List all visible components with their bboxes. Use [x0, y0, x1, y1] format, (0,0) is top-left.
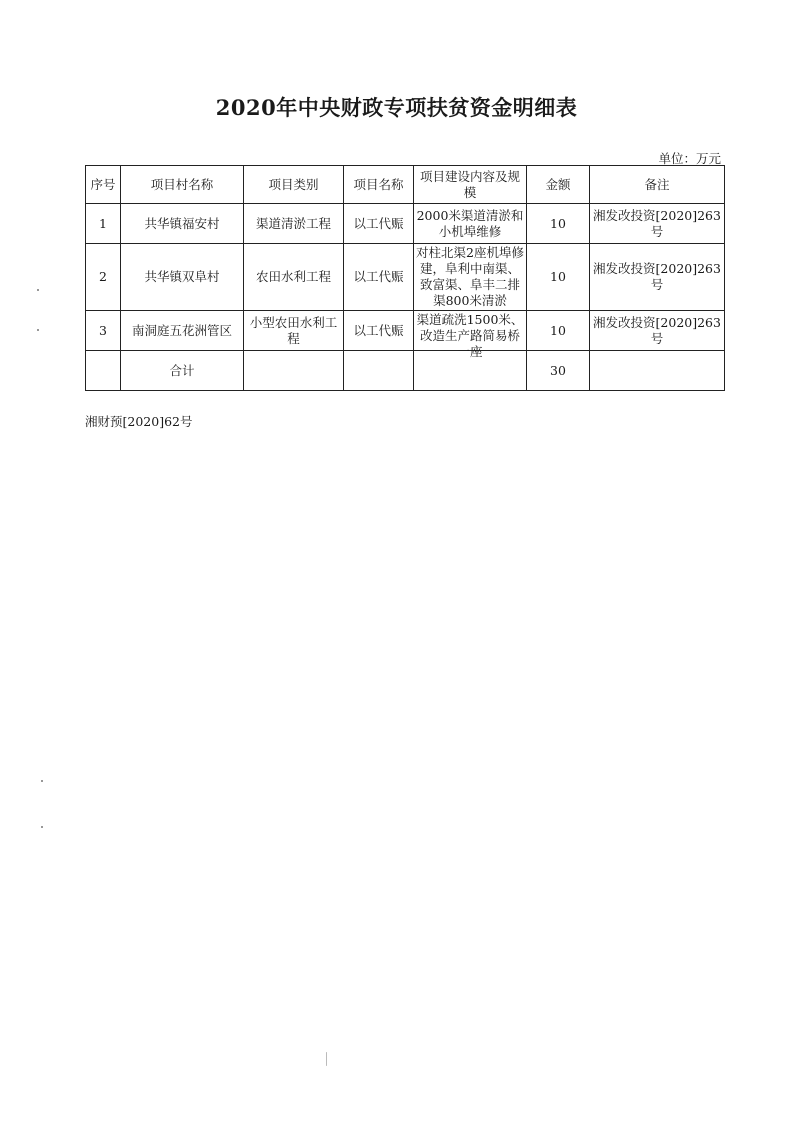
- total-amount: 30: [527, 351, 590, 391]
- cell-village: 共华镇福安村: [121, 204, 244, 244]
- cell-remark: 湘发改投资[2020]263号: [590, 244, 725, 311]
- cell-content-text: 渠道疏洗1500米、改造生产路简易桥一座: [416, 311, 524, 359]
- cell-no: 2: [86, 244, 121, 311]
- total-row: [86, 351, 725, 391]
- cell-no: 3: [86, 311, 121, 351]
- scan-speck: [326, 1052, 327, 1066]
- header-remark: 备注: [590, 166, 725, 204]
- header-content: 项目建设内容及规模: [414, 166, 527, 204]
- header-project-name: 项目名称: [344, 166, 414, 204]
- header-category: 项目类别: [244, 166, 344, 204]
- unit-label: 单位：万元: [658, 151, 721, 166]
- cell-category: 小型农田水利工程: [244, 311, 344, 351]
- scan-speck: [37, 329, 39, 331]
- cell-category: 农田水利工程: [244, 244, 344, 311]
- cell-amount: 10: [527, 204, 590, 244]
- cell-amount: 10: [527, 244, 590, 311]
- cell-village: 共华镇双阜村: [121, 244, 244, 311]
- cell-project-name: 以工代赈: [344, 244, 414, 311]
- table-header-row: [86, 166, 725, 204]
- cell-empty: [244, 351, 344, 391]
- page-title: 2020年中央财政专项扶贫资金明细表: [215, 95, 578, 120]
- cell-content: [414, 244, 527, 311]
- header-village: 项目村名称: [121, 166, 244, 204]
- cell-project-name: 以工代赈: [344, 311, 414, 351]
- header-no: 序号: [86, 166, 121, 204]
- scan-speck: [41, 780, 43, 782]
- cell-empty: [590, 351, 725, 391]
- cell-content: [414, 311, 527, 359]
- cell-no-empty: [86, 351, 121, 391]
- cell-content-text: 对柱北渠2座机埠修建，阜利中南渠、致富渠、阜丰二排渠800米清淤: [416, 245, 524, 308]
- cell-remark: 湘发改投资[2020]263号: [590, 311, 725, 351]
- cell-village: 南洞庭五花洲管区: [121, 311, 244, 351]
- document-reference: 湘财预[2020]62号: [85, 414, 193, 429]
- cell-amount: 10: [527, 311, 590, 351]
- cell-remark: 湘发改投资[2020]263号: [590, 204, 725, 244]
- cell-no: 1: [86, 204, 121, 244]
- header-amount: 金额: [527, 166, 590, 204]
- cell-content: [414, 204, 527, 244]
- fund-detail-table: [85, 165, 725, 391]
- cell-category: 渠道清淤工程: [244, 204, 344, 244]
- scan-speck: [37, 289, 39, 291]
- table-row: [86, 311, 725, 351]
- scan-speck: [41, 826, 43, 828]
- table-row: [86, 204, 725, 244]
- table-row: [86, 244, 725, 311]
- cell-project-name: 以工代赈: [344, 204, 414, 244]
- cell-empty: [344, 351, 414, 391]
- total-label: 合计: [121, 351, 244, 391]
- cell-content-text: 2000米渠道清淤和小机埠维修: [416, 207, 524, 239]
